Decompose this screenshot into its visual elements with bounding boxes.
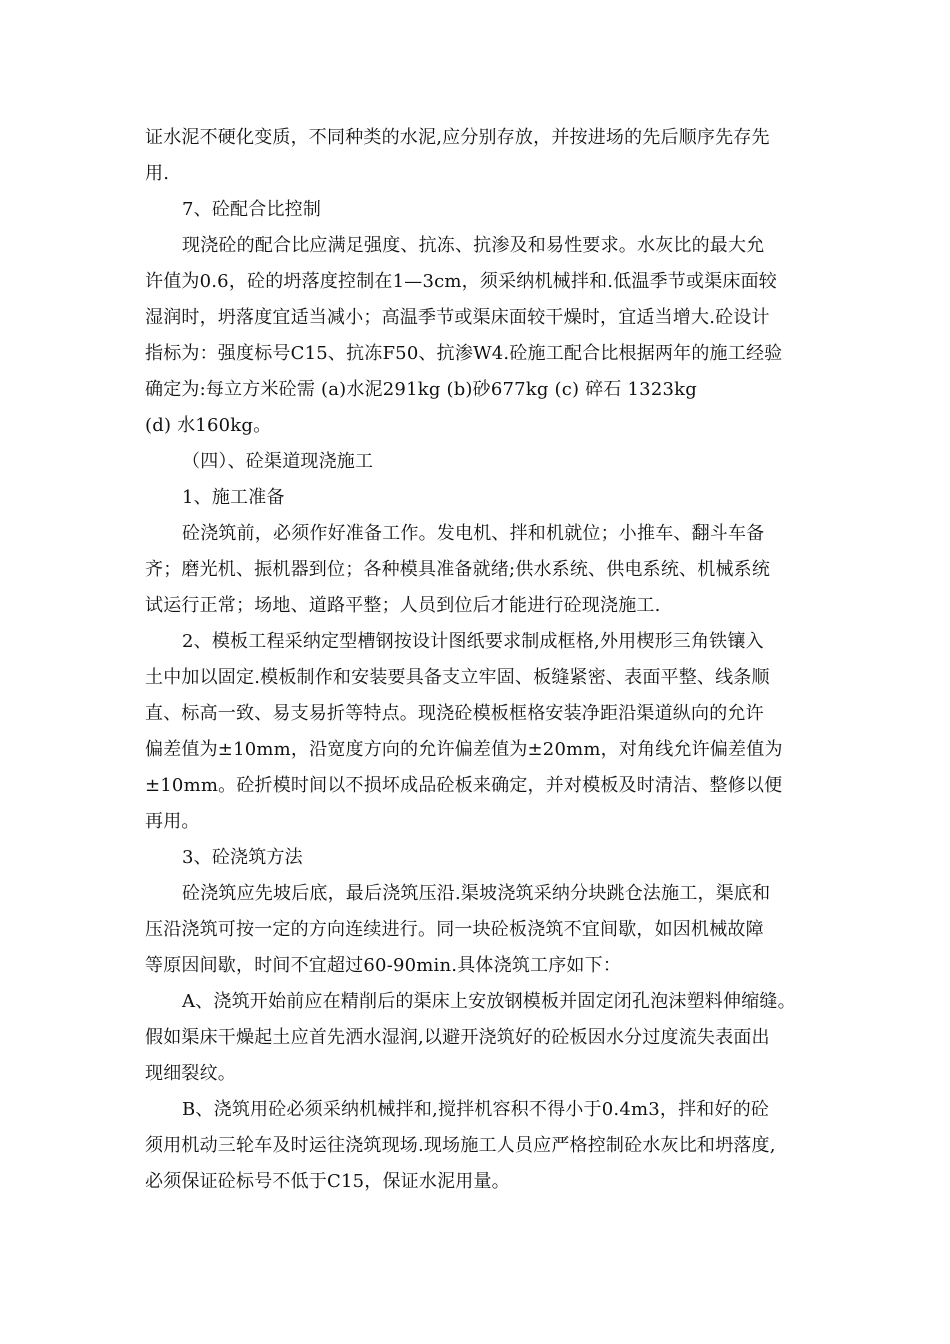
text-line: 直、标高一致、易支易折等特点。现浇砼模板框格安装净距沿渠道纵向的允许 [145, 703, 764, 724]
text-line: B、浇筑用砼必须采纳机械拌和,搅拌机容积不得小于0.4m3，拌和好的砼 [182, 1099, 770, 1120]
text-line: 砼浇筑前，必须作好准备工作。发电机、拌和机就位；小推车、翻斗车备 [182, 523, 765, 544]
text-line: 用. [145, 163, 170, 184]
text-line: ±10mm。砼折模时间以不损坏成品砼板来确定，并对模板及时清洁、整修以便 [145, 775, 783, 796]
text-line: 指标为：强度标号C15、抗冻F50、抗渗W4.砼施工配合比根据两年的施工经验 [145, 343, 783, 364]
text-line: 压沿浇筑可按一定的方向连续进行。同一块砼板浇筑不宜间歇，如因机械故障 [145, 919, 764, 940]
text-line: 土中加以固定.模板制作和安装要具备支立牢固、板缝紧密、表面平整、线条顺 [145, 667, 770, 688]
subsection-heading: 1、施工准备 [182, 487, 285, 508]
text-line: 须用机动三轮车及时运往浇筑现场.现场施工人员应严格控制砼水灰比和坍落度, [145, 1135, 776, 1156]
text-line: 假如渠床干燥起土应首先洒水湿润,以避开浇筑好的砼板因水分过度流失表面出 [145, 1027, 770, 1048]
text-line: 必须保证砼标号不低于C15，保证水泥用量。 [145, 1171, 510, 1192]
text-line: 砼浇筑应先坡后底，最后浇筑压沿.渠坡浇筑采纳分块跳仓法施工，渠底和 [182, 883, 771, 904]
text-line: A、浇筑开始前应在精削后的渠床上安放钢模板并固定闭孔泡沫塑料伸缩缝。 [182, 991, 796, 1012]
text-line: 偏差值为±10mm，沿宽度方向的允许偏差值为±20mm，对角线允许偏差值为 [145, 739, 783, 760]
text-line: (d) 水160kg。 [145, 415, 272, 436]
text-line: 等原因间歇，时间不宜超过60-90min.具体浇筑工序如下： [145, 955, 622, 976]
section-heading: 7、砼配合比控制 [182, 199, 322, 220]
text-line: 湿润时，坍落度宜适当减小；高温季节或渠床面较干燥时，宜适当增大.砼设计 [145, 307, 770, 328]
text-line: 再用。 [145, 811, 200, 832]
text-line: 齐；磨光机、振机器到位；各种模具准备就绪;供水系统、供电系统、机械系统 [145, 559, 771, 580]
text-line: 证水泥不硬化变质，不同种类的水泥,应分别存放，并按进场的先后顺序先存先 [145, 127, 770, 148]
text-line: 许值为0.6，砼的坍落度控制在1—3cm，须采纳机械拌和.低温季节或渠床面较 [145, 271, 777, 292]
text-line: 现浇砼的配合比应满足强度、抗冻、抗渗及和易性要求。水灰比的最大允 [182, 235, 765, 256]
text-line: 2、模板工程采纳定型槽钢按设计图纸要求制成框格,外用楔形三角铁镶入 [182, 631, 764, 652]
section-heading: （四）、砼渠道现浇施工 [182, 451, 374, 472]
text-line: 现细裂纹。 [145, 1063, 236, 1084]
text-line: 试运行正常；场地、道路平整；人员到位后才能进行砼现浇施工. [145, 595, 661, 616]
subsection-heading: 3、砼浇筑方法 [182, 847, 303, 868]
text-line: 确定为:每立方米砼需 (a)水泥291kg (b)砂677kg (c) 碎石 1323kg [145, 379, 697, 400]
